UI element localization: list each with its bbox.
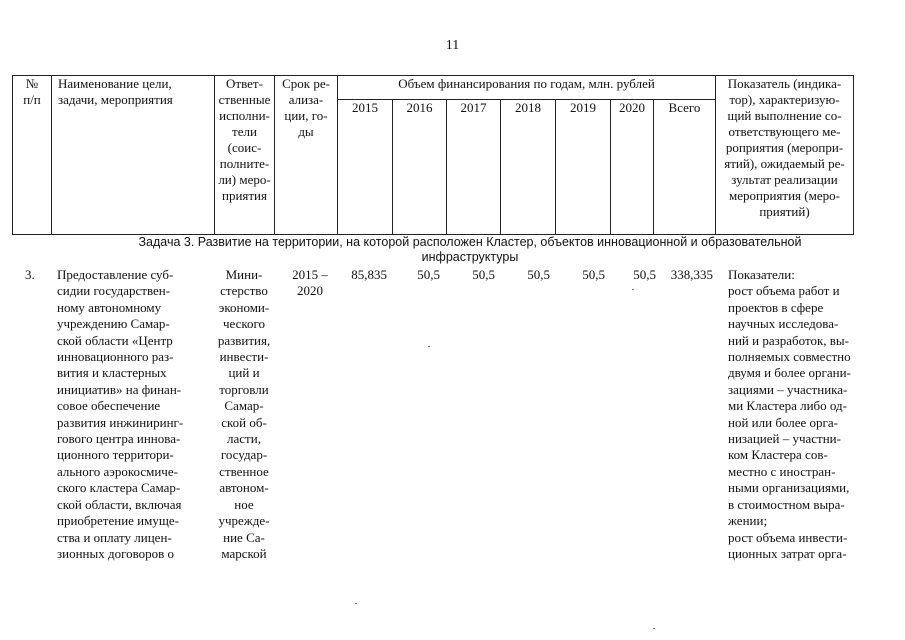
header-year-2019: 2019 <box>556 100 611 235</box>
scan-speck <box>355 603 357 604</box>
header-number: № п/п <box>13 76 52 235</box>
header-total: Всего <box>654 100 716 235</box>
scan-speck <box>653 628 655 629</box>
header-period: Срок ре- ализа- ции, го- ды <box>275 76 338 235</box>
row-value-2019: 50,5 <box>582 267 605 282</box>
row-value-2018: 50,5 <box>527 267 550 282</box>
row-name: Предоставление суб- сидии государствен- ному автономному учреждению Самар- ской области «Центр инновационного раз- вития и кластерных инициатив» на финан- совое обеспечение развития инжиниринг- гового центра иннова- ционного территори- ального аэрокосмиче- ского кластера Самар- ской области, включая приобретение имуще- ства и оплату лицен- зионных договоров о <box>57 267 184 561</box>
header-name: Наименование цели, задачи, мероприятия <box>52 76 215 235</box>
row-value-2015: 85,835 <box>351 267 387 282</box>
row-value-2017: 50,5 <box>472 267 495 282</box>
scan-speck <box>428 346 430 347</box>
row-value-2020: 50,5 <box>633 267 656 282</box>
header-year-2020: 2020 <box>611 100 654 235</box>
header-year-2016: 2016 <box>393 100 447 235</box>
row-period: 2015 – 2020 <box>292 267 328 299</box>
header-year-2017: 2017 <box>447 100 501 235</box>
row-value-total: 338,335 <box>670 267 713 282</box>
row-executor: Мини- стерство экономи- ческого развития, инвести- ций и торговли Самар- ской об- ласти, государ- ственное автоном- ное учрежде- ние Са- марской <box>217 267 271 561</box>
header-year-2015: 2015 <box>338 100 393 235</box>
row-indicator: Показатели: рост объема работ и проектов в сфере научных исследова- ний и разработок, вы- полняемых совместно двумя и более органи- зациями – участника- ми Кластера либо од- ной или более орга- низацией – участни- ком Кластера сов- местно с иностран- ными организациями, в стоимостном выра- жении; рост объема инвести- ционных затрат орга- <box>728 267 851 561</box>
header-indicator: Показатель (индика- тор), характеризую- щий выполнение со- ответствующего ме- роприятия (меропри- ятий), ожидаемый ре- зультат реализации мероприятия (меро- приятий) <box>716 76 854 235</box>
header-executor: Ответ- ственные исполни- тели (соис- полните- ли) меро- приятия <box>215 76 275 235</box>
page-number: 11 <box>445 38 460 53</box>
row-value-2016: 50,5 <box>417 267 440 282</box>
scan-speck <box>632 289 634 290</box>
header-funding: Объем финансирования по годам, млн. рублей <box>338 76 716 100</box>
program-table-header <box>12 75 854 235</box>
row-number: 3. <box>25 267 35 282</box>
task-heading: Задача 3. Развитие на территории, на которой расположен Кластер, объектов инновационной и образовательной инфраструктуры <box>138 235 802 264</box>
header-year-2018: 2018 <box>501 100 556 235</box>
